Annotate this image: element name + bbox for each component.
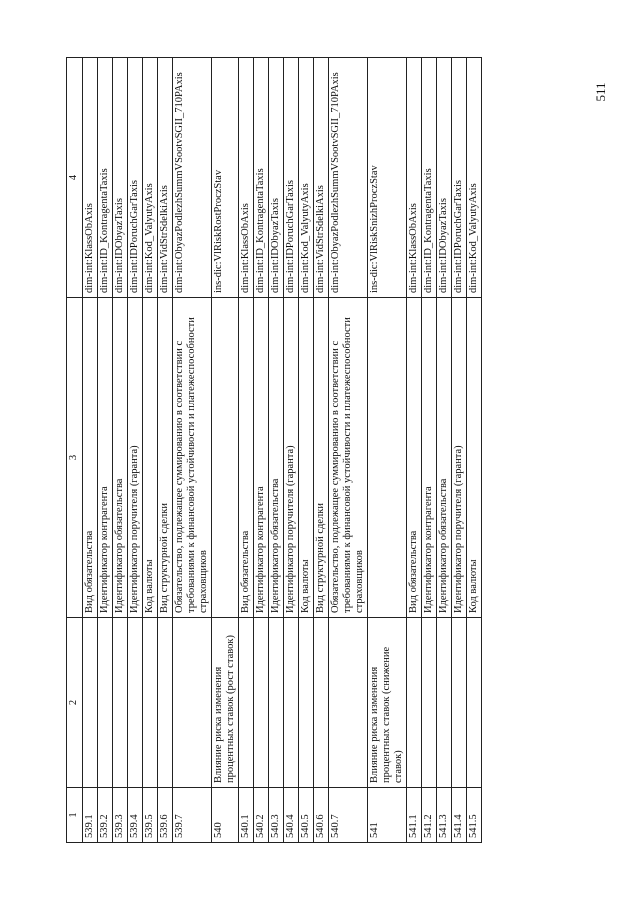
table-row xyxy=(113,58,128,843)
column-header-3: 3 xyxy=(67,298,83,618)
element-code-cell: dim-int:ID_KontragentaTaxis xyxy=(98,58,113,298)
element-code-cell: ins-dic:VlRiskSnizhProczStav xyxy=(368,58,407,298)
table-row xyxy=(269,58,284,843)
indicator-name-cell xyxy=(314,618,329,788)
table-body xyxy=(83,58,482,843)
element-code-cell: ins-dic:VlRiskRostProczStav xyxy=(212,58,239,298)
element-code-cell: dim-int:IDObyazTaxis xyxy=(437,58,452,298)
element-code-cell: dim-int:ObyazPodlezhSummVSootvSGII_710PAxis xyxy=(173,58,212,298)
row-number-cell: 540.4 xyxy=(284,788,299,843)
description-cell: Обязательство, подлежащее суммированию в соответствии с требованиями к финансовой устойчивости и платежеспособности страховщиков xyxy=(173,298,212,618)
description-cell xyxy=(368,298,407,618)
table-row xyxy=(284,58,299,843)
element-code-cell: dim-int:KlassObAxis xyxy=(83,58,98,298)
column-header-1: 1 xyxy=(67,788,83,843)
table-row xyxy=(299,58,314,843)
table-row xyxy=(128,58,143,843)
table-row xyxy=(368,58,407,843)
row-number-cell: 539.4 xyxy=(128,788,143,843)
description-cell: Обязательство, подлежащее суммированию в соответствии с требованиями к финансовой устойчивости и платежеспособности страховщиков xyxy=(329,298,368,618)
column-header-4: 4 xyxy=(67,58,83,298)
table-row xyxy=(254,58,269,843)
table-row xyxy=(158,58,173,843)
row-number-cell: 541.4 xyxy=(452,788,467,843)
element-code-cell: dim-int:VidStrSdelkiAxis xyxy=(314,58,329,298)
table-row xyxy=(329,58,368,843)
indicator-name-cell xyxy=(254,618,269,788)
indicator-name-cell xyxy=(113,618,128,788)
table-row xyxy=(422,58,437,843)
row-number-cell: 539.6 xyxy=(158,788,173,843)
element-code-cell: dim-int:IDPoruchGarTaxis xyxy=(452,58,467,298)
table-row xyxy=(173,58,212,843)
row-number-cell: 540.7 xyxy=(329,788,368,843)
indicator-name-cell xyxy=(98,618,113,788)
description-cell: Вид обязательства xyxy=(407,298,422,618)
indicator-name-cell xyxy=(83,618,98,788)
indicator-name-cell xyxy=(239,618,254,788)
element-code-cell: dim-int:IDPoruchGarTaxis xyxy=(128,58,143,298)
description-cell: Идентификатор обязательства xyxy=(269,298,284,618)
element-code-cell: dim-int:KlassObAxis xyxy=(239,58,254,298)
element-code-cell: dim-int:IDPoruchGarTaxis xyxy=(284,58,299,298)
table-row xyxy=(437,58,452,843)
indicator-name-cell xyxy=(284,618,299,788)
description-cell: Идентификатор обязательства xyxy=(113,298,128,618)
table-row xyxy=(212,58,239,843)
description-cell: Вид структурной сделки xyxy=(158,298,173,618)
description-cell: Идентификатор обязательства xyxy=(437,298,452,618)
row-number-cell: 540.5 xyxy=(299,788,314,843)
indicator-name-cell xyxy=(467,618,482,788)
row-number-cell: 540 xyxy=(212,788,239,843)
rotated-table-container xyxy=(66,58,586,843)
indicator-name-cell xyxy=(143,618,158,788)
description-cell: Идентификатор контрагента xyxy=(422,298,437,618)
indicator-name-cell xyxy=(128,618,143,788)
element-code-cell: dim-int:IDObyazTaxis xyxy=(113,58,128,298)
data-table xyxy=(66,57,482,843)
indicator-name-cell: Влияние риска изменения процентных ставок (снижение ставок) xyxy=(368,618,407,788)
row-number-cell: 539.1 xyxy=(83,788,98,843)
table-row xyxy=(452,58,467,843)
row-number-cell: 539.7 xyxy=(173,788,212,843)
row-number-cell: 539.5 xyxy=(143,788,158,843)
description-cell: Идентификатор поручителя (гаранта) xyxy=(128,298,143,618)
indicator-name-cell xyxy=(173,618,212,788)
element-code-cell: dim-int:Kod_ValyutyAxis xyxy=(299,58,314,298)
element-code-cell: dim-int:KlassObAxis xyxy=(407,58,422,298)
element-code-cell: dim-int:ID_KontragentaTaxis xyxy=(254,58,269,298)
element-code-cell: dim-int:VidStrSdelkiAxis xyxy=(158,58,173,298)
description-cell: Вид структурной сделки xyxy=(314,298,329,618)
indicator-name-cell xyxy=(299,618,314,788)
table-row xyxy=(314,58,329,843)
description-cell: Код валюты xyxy=(143,298,158,618)
description-cell: Код валюты xyxy=(467,298,482,618)
indicator-name-cell xyxy=(329,618,368,788)
indicator-name-cell xyxy=(422,618,437,788)
element-code-cell: dim-int:ObyazPodlezhSummVSootvSGII_710PAxis xyxy=(329,58,368,298)
table-row xyxy=(98,58,113,843)
indicator-name-cell xyxy=(452,618,467,788)
element-code-cell: dim-int:IDObyazTaxis xyxy=(269,58,284,298)
row-number-cell: 541 xyxy=(368,788,407,843)
description-cell: Вид обязательства xyxy=(83,298,98,618)
header-row xyxy=(67,58,83,843)
indicator-name-cell xyxy=(407,618,422,788)
row-number-cell: 541.3 xyxy=(437,788,452,843)
description-cell: Идентификатор поручителя (гаранта) xyxy=(284,298,299,618)
indicator-name-cell xyxy=(158,618,173,788)
row-number-cell: 540.2 xyxy=(254,788,269,843)
row-number-cell: 541.2 xyxy=(422,788,437,843)
row-number-cell: 540.6 xyxy=(314,788,329,843)
description-cell: Идентификатор контрагента xyxy=(98,298,113,618)
indicator-name-cell: Влияние риска изменения процентных ставок (рост ставок) xyxy=(212,618,239,788)
description-cell xyxy=(212,298,239,618)
description-cell: Идентификатор контрагента xyxy=(254,298,269,618)
indicator-name-cell xyxy=(437,618,452,788)
row-number-cell: 540.1 xyxy=(239,788,254,843)
page-number: 511 xyxy=(593,82,608,102)
table-row xyxy=(407,58,422,843)
description-cell: Код валюты xyxy=(299,298,314,618)
row-number-cell: 540.3 xyxy=(269,788,284,843)
column-header-2: 2 xyxy=(67,618,83,788)
table-row xyxy=(83,58,98,843)
row-number-cell: 539.3 xyxy=(113,788,128,843)
table-row xyxy=(467,58,482,843)
indicator-name-cell xyxy=(269,618,284,788)
element-code-cell: dim-int:Kod_ValyutyAxis xyxy=(143,58,158,298)
row-number-cell: 541.1 xyxy=(407,788,422,843)
element-code-cell: dim-int:ID_KontragentaTaxis xyxy=(422,58,437,298)
table-row xyxy=(143,58,158,843)
table-row xyxy=(239,58,254,843)
row-number-cell: 541.5 xyxy=(467,788,482,843)
element-code-cell: dim-int:Kod_ValyutyAxis xyxy=(467,58,482,298)
description-cell: Идентификатор поручителя (гаранта) xyxy=(452,298,467,618)
row-number-cell: 539.2 xyxy=(98,788,113,843)
description-cell: Вид обязательства xyxy=(239,298,254,618)
